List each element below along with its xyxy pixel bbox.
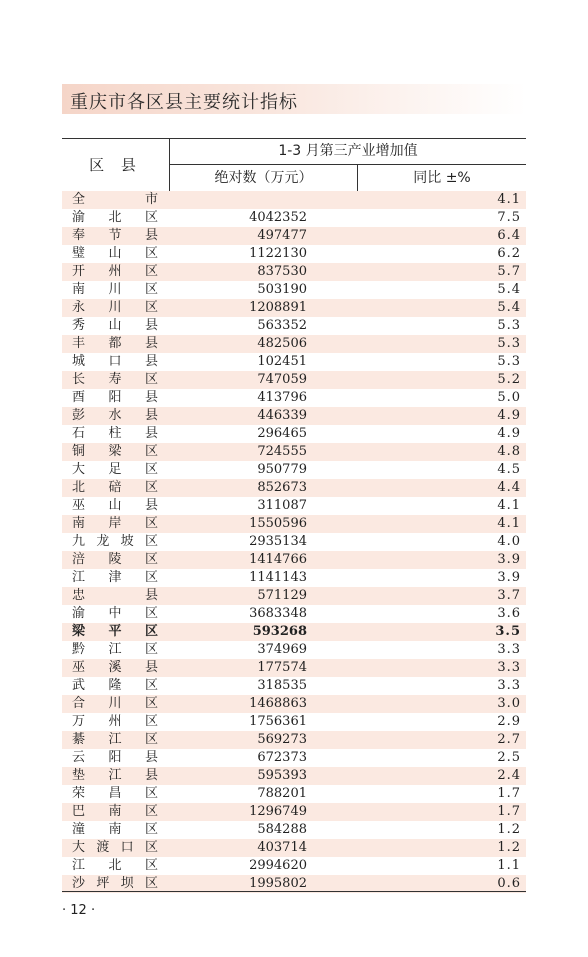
region-name: 云 阳 县	[72, 750, 158, 765]
absolute-value: 296465	[257, 426, 307, 441]
table-row	[62, 677, 526, 695]
table-row	[62, 299, 526, 317]
table-row	[62, 857, 526, 875]
region-name: 石 柱 县	[72, 426, 158, 441]
header-yoy: 同比 ±%	[413, 170, 471, 186]
region-name: 南 岸 区	[72, 516, 158, 531]
table-row	[62, 425, 526, 443]
region-name: 荣 昌 区	[72, 786, 158, 801]
table-row	[62, 263, 526, 281]
yoy-value: 4.1	[497, 498, 521, 513]
region-name: 綦 江 区	[72, 732, 158, 747]
table-row	[62, 245, 526, 263]
yoy-value: 7.5	[497, 210, 521, 225]
absolute-value: 569273	[257, 732, 307, 747]
region-name: 九 龙 坡 区	[72, 534, 158, 549]
table-row	[62, 317, 526, 335]
region-name: 合 川 区	[72, 696, 158, 711]
yoy-value: 5.4	[497, 282, 521, 297]
region-name: 全 市	[72, 192, 158, 207]
region-name: 沙 坪 坝 区	[72, 876, 158, 891]
absolute-value: 4042352	[249, 210, 307, 225]
table-row	[62, 281, 526, 299]
table-bottom-rule	[62, 891, 526, 892]
absolute-value: 503190	[257, 282, 307, 297]
region-name: 铜 梁 区	[72, 444, 158, 459]
region-name: 江 北 区	[72, 858, 158, 873]
absolute-value: 1756361	[249, 714, 307, 729]
region-name: 忠 县	[72, 588, 158, 603]
absolute-value: 1141143	[249, 570, 307, 585]
table-row	[62, 335, 526, 353]
yoy-value: 3.5	[495, 624, 521, 639]
title-band	[62, 84, 526, 114]
absolute-value: 311087	[257, 498, 307, 513]
absolute-value: 950779	[257, 462, 307, 477]
table-row	[62, 569, 526, 587]
table-header	[62, 138, 526, 192]
absolute-value: 724555	[257, 444, 307, 459]
region-name: 南 川 区	[72, 282, 158, 297]
yoy-value: 5.7	[497, 264, 521, 279]
yoy-value: 4.0	[497, 534, 521, 549]
absolute-value: 563352	[257, 318, 307, 333]
yoy-value: 3.9	[497, 570, 521, 585]
table-row	[62, 821, 526, 839]
region-name: 渝 中 区	[72, 606, 158, 621]
absolute-value: 1414766	[249, 552, 307, 567]
absolute-value: 1122130	[249, 246, 307, 261]
absolute-value: 747059	[257, 372, 307, 387]
yoy-value: 5.4	[497, 300, 521, 315]
region-name: 巫 山 县	[72, 498, 158, 513]
absolute-value: 497477	[257, 228, 307, 243]
header-metric: 1-3 月第三产业增加值	[278, 143, 418, 159]
table-row	[62, 353, 526, 371]
table-row	[62, 389, 526, 407]
table-row	[62, 839, 526, 857]
yoy-value: 3.9	[497, 552, 521, 567]
region-name: 开 州 区	[72, 264, 158, 279]
yoy-value: 4.1	[497, 192, 521, 207]
yoy-value: 2.9	[497, 714, 521, 729]
yoy-value: 3.3	[497, 660, 521, 675]
region-name: 大 足 区	[72, 462, 158, 477]
yoy-value: 4.9	[497, 408, 521, 423]
yoy-value: 0.6	[497, 876, 521, 891]
region-name: 巴 南 区	[72, 804, 158, 819]
region-name: 北 碚 区	[72, 480, 158, 495]
region-name: 渝 北 区	[72, 210, 158, 225]
absolute-value: 595393	[257, 768, 307, 783]
yoy-value: 5.3	[497, 336, 521, 351]
yoy-value: 2.7	[497, 732, 521, 747]
absolute-value: 1208891	[249, 300, 307, 315]
region-name: 彭 水 县	[72, 408, 158, 423]
table-row	[62, 209, 526, 227]
yoy-value: 1.7	[497, 786, 521, 801]
region-name: 璧 山 区	[72, 246, 158, 261]
table-row	[62, 533, 526, 551]
absolute-value: 788201	[257, 786, 307, 801]
yoy-value: 4.4	[497, 480, 521, 495]
table-row	[62, 623, 526, 641]
yoy-value: 3.3	[497, 678, 521, 693]
table-row	[62, 515, 526, 533]
absolute-value: 593268	[252, 624, 307, 639]
yoy-value: 1.7	[497, 804, 521, 819]
yoy-value: 4.5	[497, 462, 521, 477]
region-name: 大 渡 口 区	[72, 840, 158, 855]
table-row	[62, 461, 526, 479]
table-row	[62, 407, 526, 425]
absolute-value: 584288	[257, 822, 307, 837]
table-body	[62, 191, 526, 893]
region-name: 丰 都 县	[72, 336, 158, 351]
page-title: 重庆市各区县主要统计指标	[70, 92, 298, 113]
absolute-value: 102451	[257, 354, 307, 369]
table-row	[62, 731, 526, 749]
yoy-value: 5.0	[497, 390, 521, 405]
table-row	[62, 749, 526, 767]
absolute-value: 482506	[257, 336, 307, 351]
table-row	[62, 767, 526, 785]
table-row	[62, 551, 526, 569]
region-name: 垫 江 县	[72, 768, 158, 783]
yoy-value: 4.8	[497, 444, 521, 459]
yoy-value: 5.3	[497, 354, 521, 369]
table-row	[62, 371, 526, 389]
yoy-value: 6.2	[497, 246, 521, 261]
yoy-value: 3.3	[497, 642, 521, 657]
region-name: 酉 阳 县	[72, 390, 158, 405]
absolute-value: 571129	[257, 588, 307, 603]
table-row	[62, 605, 526, 623]
yoy-value: 1.2	[497, 822, 521, 837]
absolute-value: 837530	[257, 264, 307, 279]
yoy-value: 6.4	[497, 228, 521, 243]
yoy-value: 3.6	[497, 606, 521, 621]
absolute-value: 413796	[257, 390, 307, 405]
region-name: 巫 溪 县	[72, 660, 158, 675]
yoy-value: 5.3	[497, 318, 521, 333]
absolute-value: 446339	[257, 408, 307, 423]
table-row	[62, 695, 526, 713]
region-name: 江 津 区	[72, 570, 158, 585]
region-name: 梁 平 区	[72, 624, 158, 639]
yoy-value: 1.1	[497, 858, 521, 873]
absolute-value: 403714	[257, 840, 307, 855]
table-row	[62, 479, 526, 497]
absolute-value: 2935134	[249, 534, 307, 549]
table-row	[62, 641, 526, 659]
table-row	[62, 659, 526, 677]
absolute-value: 1995802	[249, 876, 307, 891]
region-name: 永 川 区	[72, 300, 158, 315]
absolute-value: 318535	[257, 678, 307, 693]
region-name: 万 州 区	[72, 714, 158, 729]
region-name: 秀 山 县	[72, 318, 158, 333]
region-name: 长 寿 区	[72, 372, 158, 387]
table-row	[62, 191, 526, 209]
page-number: · 12 ·	[62, 903, 96, 918]
yoy-value: 3.7	[497, 588, 521, 603]
region-name: 潼 南 区	[72, 822, 158, 837]
yoy-value: 2.5	[497, 750, 521, 765]
yoy-value: 2.4	[497, 768, 521, 783]
table-row	[62, 587, 526, 605]
region-name: 奉 节 县	[72, 228, 158, 243]
header-region: 区 县	[89, 156, 142, 174]
table-row	[62, 713, 526, 731]
absolute-value: 374969	[257, 642, 307, 657]
yoy-value: 4.1	[497, 516, 521, 531]
absolute-value: 1550596	[249, 516, 307, 531]
table-row	[62, 803, 526, 821]
absolute-value: 1468863	[249, 696, 307, 711]
absolute-value: 672373	[257, 750, 307, 765]
absolute-value: 852673	[257, 480, 307, 495]
table-row	[62, 443, 526, 461]
region-name: 城 口 县	[72, 354, 158, 369]
absolute-value: 2994620	[249, 858, 307, 873]
yoy-value: 4.9	[497, 426, 521, 441]
region-name: 武 隆 区	[72, 678, 158, 693]
table-row	[62, 227, 526, 245]
region-name: 黔 江 区	[72, 642, 158, 657]
yoy-value: 1.2	[497, 840, 521, 855]
absolute-value: 177574	[257, 660, 307, 675]
table-row	[62, 497, 526, 515]
absolute-value: 3683348	[249, 606, 307, 621]
region-name: 涪 陵 区	[72, 552, 158, 567]
yoy-value: 5.2	[497, 372, 521, 387]
yoy-value: 3.0	[497, 696, 521, 711]
table-row	[62, 785, 526, 803]
absolute-value: 1296749	[249, 804, 307, 819]
header-absolute: 绝对数（万元）	[214, 170, 313, 186]
